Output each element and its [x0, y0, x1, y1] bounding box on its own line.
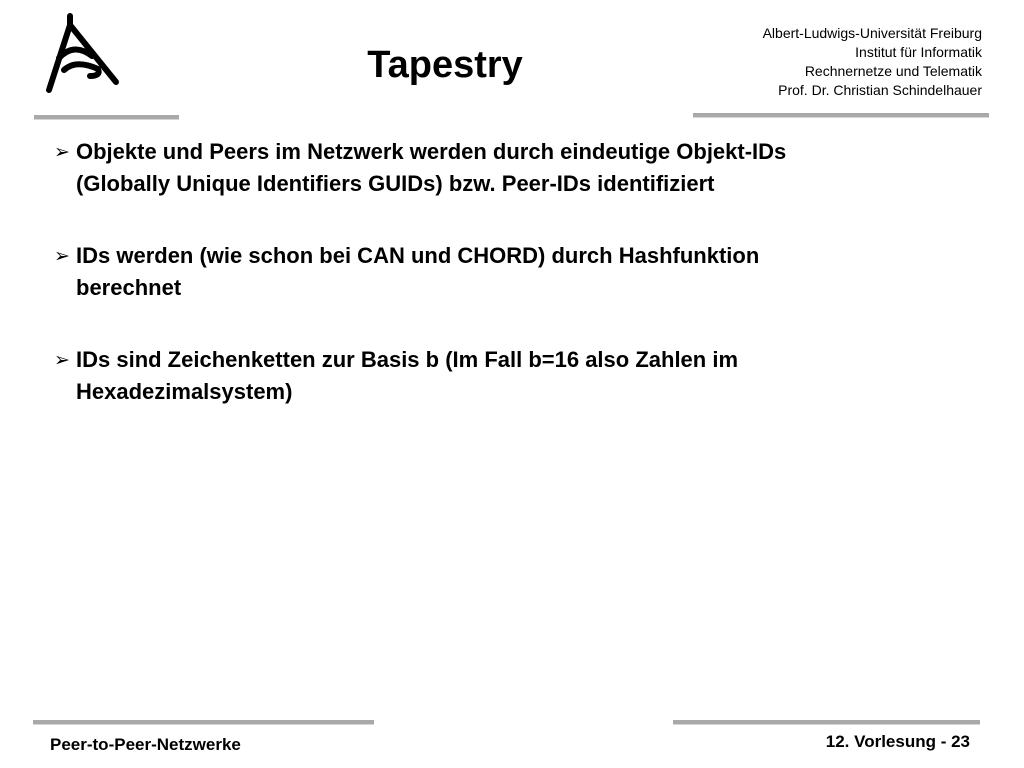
professor-name: Prof. Dr. Christian Schindelhauer [778, 82, 982, 98]
university-name: Albert-Ludwigs-Universität Freiburg [762, 25, 982, 41]
footer-rule-right [673, 720, 980, 725]
footer-rule-left [33, 720, 374, 725]
bullet-line: (Globally Unique Identifiers GUIDs) bzw. Peer-IDs identifiziert [76, 171, 715, 196]
slide-number: 12. Vorlesung - 23 [825, 732, 970, 751]
bullet-text [76, 344, 954, 408]
institute-name: Institut für Informatik [855, 44, 982, 60]
bullet-line: Objekte und Peers im Netzwerk werden durch eindeutige Objekt-IDs [76, 139, 787, 164]
department-name: Rechnernetze und Telematik [804, 63, 982, 79]
bullet-text [76, 136, 954, 200]
bullet-item [54, 240, 954, 304]
bullet-line: IDs sind Zeichenketten zur Basis b (Im Fall b=16 also Zahlen im [76, 347, 739, 372]
bullet-arrow-icon: ➢ [54, 141, 70, 163]
header-rule-right [693, 113, 989, 118]
bullet-item [54, 344, 954, 408]
bullet-list [54, 136, 954, 448]
header-rule-left [34, 115, 179, 120]
institution-info [763, 24, 982, 100]
course-title: Peer-to-Peer-Netzwerke [50, 735, 241, 754]
bullet-item [54, 136, 954, 200]
bullet-text [76, 240, 954, 304]
page-title: Tapestry [367, 44, 523, 86]
bullet-line: IDs werden (wie schon bei CAN und CHORD) durch Hashfunktion [76, 243, 760, 268]
bullet-line: berechnet [76, 275, 182, 300]
bullet-arrow-icon: ➢ [54, 245, 70, 267]
bullet-line: Hexadezimalsystem) [76, 379, 293, 404]
bullet-arrow-icon: ➢ [54, 349, 70, 371]
